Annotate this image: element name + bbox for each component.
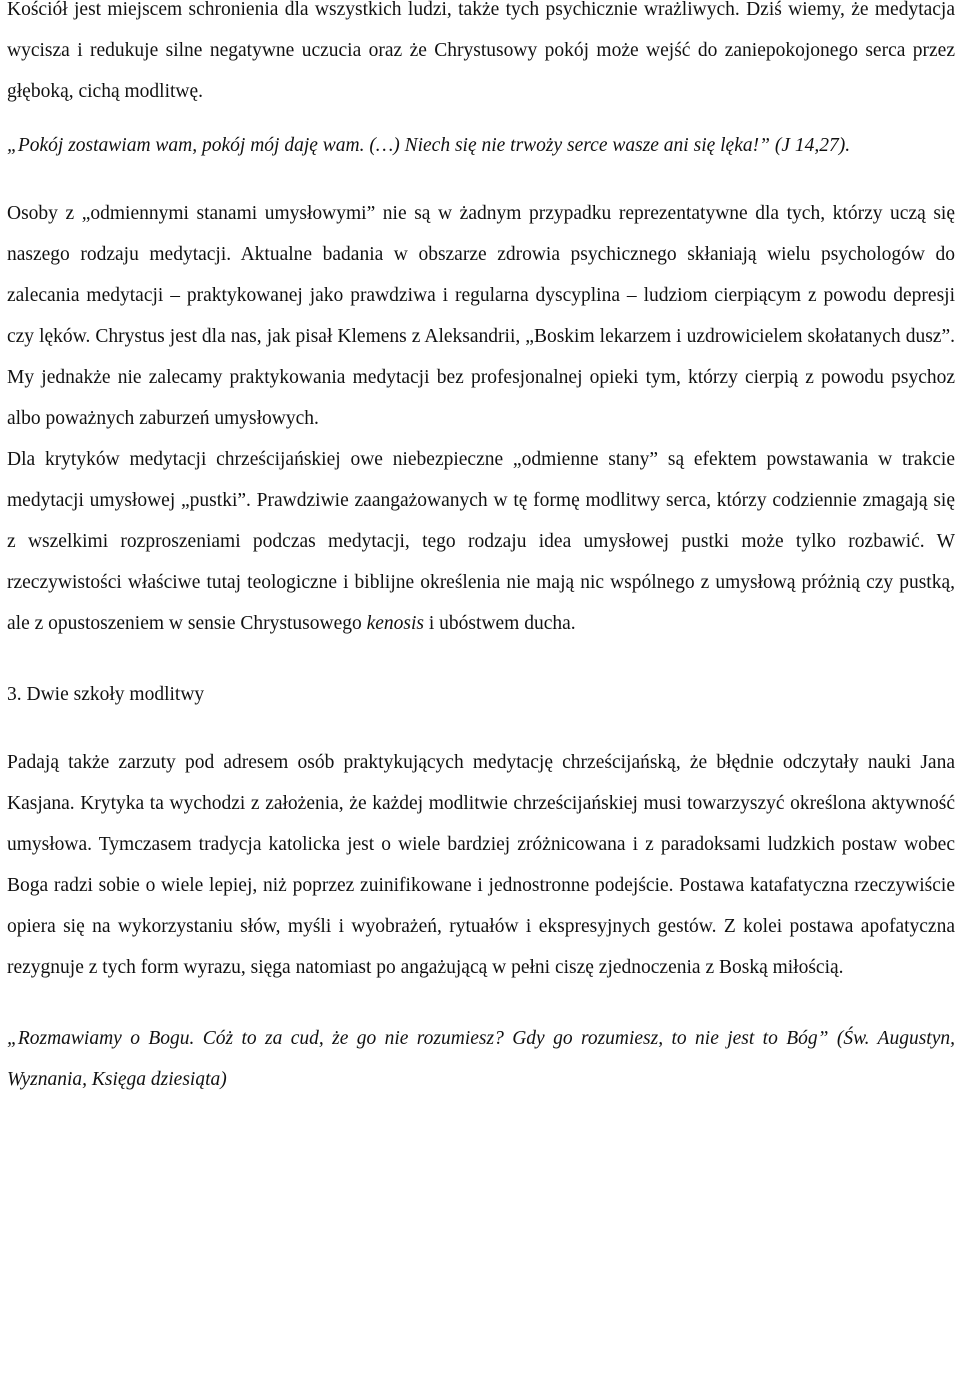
paragraph-two-schools: Padają także zarzuty pod adresem osób praktykujących medytację chrześcijańską, że błędnie odczytały nauki Jana Kasjana. Krytyka ta wychodzi z założenia, że każdej modlitwie chrześcijańskiej musi towarzyszyć określona aktywność umysłowa. Tymczasem tradycja katolicka jest o wiele bardziej zróżnicowana i z paradoksami ludzkich postaw wobec Boga radzi sobie o wiele lepiej, niż poprzez zuinifikowane i jednostronne podejście. Postawa katafatyczna rzeczywiście opiera się na wykorzystaniu słów, myśli i wyobrażeń, rytuałów i ekspresyjnych gestów. Z kolei postawa apofatyczna rezygnuje z tych form wyrazu, sięga natomiast po angażującą w pełni ciszę zjednoczenia z Boską miłością.	[7, 752, 955, 978]
kenosis-term: kenosis	[366, 613, 425, 634]
scripture-quote-john: „Pokój zostawiam wam, pokój mój daję wam. (…) Niech się nie trwoży serce wasze ani się lęka!” (J 14,27).	[7, 135, 851, 156]
paragraph-church-refuge: Kościół jest miejscem schronienia dla wszystkich ludzi, także tych psychicznie wrażliwych. Dziś wiemy, że medytacja wycisza i redukuje silne negatywne uczucia oraz że Chrystusowy pokój może wejść do zaniepokojonego serca przez głęboką, cichą modlitwę.	[7, 0, 955, 102]
paragraph-critics-emptiness	[7, 439, 955, 644]
paragraph-critics-tail: i ubóstwem ducha.	[424, 613, 576, 634]
section-heading: 3. Dwie szkoły modlitwy	[7, 684, 205, 705]
augustine-quote: „Rozmawiamy o Bogu. Cóż to za cud, że go nie rozumiesz? Gdy go rozumiesz, to nie jest to Bóg” (Św. Augustyn, Wyznania, Księga dziesiąta)	[7, 1028, 955, 1090]
document-page	[7, 0, 955, 1100]
paragraph-critics-text: Dla krytyków medytacji chrześcijańskiej owe niebezpieczne „odmienne stany” są efektem powstawania w trakcie medytacji umysłowej „pustki”. Prawdziwie zaangażowanych w tę formę modlitwy serca, którzy codziennie zmagają się z wszelkimi rozproszeniami podczas medytacji, tego rodzaju idea umysłowej pustki może tylko rozbawić. W rzeczywistości właściwe tutaj teologiczne i biblijne określenia nie mają nic wspólnego z umysłową próżnią czy pustką, ale z opustoszeniem w sensie Chrystusowego	[7, 449, 955, 634]
paragraph-altered-states: Osoby z „odmiennymi stanami umysłowymi” nie są w żadnym przypadku reprezentatywne dla tych, którzy uczą się naszego rodzaju medytacji. Aktualne badania w obszarze zdrowia psychicznego skłaniają wielu psychologów do zalecania medytacji – praktykowanej jako prawdziwa i regularna dyscyplina – ludziom cierpiącym z powodu depresji czy lęków. Chrystus jest dla nas, jak pisał Klemens z Aleksandrii, „Boskim lekarzem i uzdrowicielem skołatanych dusz”. My jednakże nie zalecamy praktykowania medytacji bez profesjonalnej opieki tym, którzy cierpią z powodu psychoz albo poważnych zaburzeń umysłowych.	[7, 203, 955, 429]
